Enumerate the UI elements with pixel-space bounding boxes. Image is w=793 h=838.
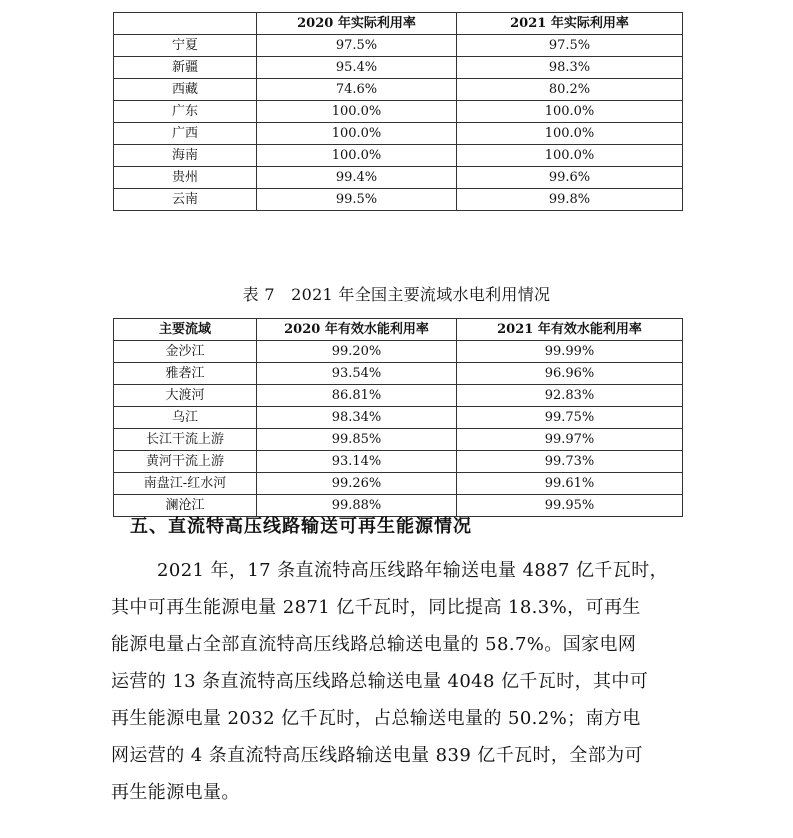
basin-cell: 南盘江-红水河 [114,473,257,495]
table-row [114,101,683,123]
value-cell: 99.85% [257,429,457,451]
paragraph-line: 再生能源电量 2032 亿千瓦时，占总输送电量的 50.2%；南方电 [111,708,641,729]
paragraph-line: 能源电量占全部直流特高压线路总输送电量的 58.7%。国家电网 [111,634,637,655]
value-cell: 99.8% [457,189,683,211]
table-row [114,145,683,167]
paragraph-line: 其中可再生能源电量 2871 亿千瓦时，同比提高 18.3%，可再生 [111,597,641,618]
basin-cell: 长江干流上游 [114,429,257,451]
header-cell: 2020 年实际利用率 [257,13,457,35]
value-cell: 100.0% [457,145,683,167]
value-cell: 99.99% [457,341,683,363]
table-row [114,385,683,407]
value-cell: 99.88% [257,495,457,517]
region-cell: 广东 [114,101,257,123]
value-cell: 100.0% [457,123,683,145]
table-row [114,57,683,79]
value-cell: 93.14% [257,451,457,473]
value-cell: 92.83% [457,385,683,407]
region-cell: 海南 [114,145,257,167]
value-cell: 74.6% [257,79,457,101]
value-cell: 100.0% [257,145,457,167]
region-cell: 宁夏 [114,35,257,57]
value-cell: 100.0% [257,101,457,123]
basin-cell: 黄河干流上游 [114,451,257,473]
table-row [114,341,683,363]
table-row [114,473,683,495]
value-cell: 99.75% [457,407,683,429]
paragraph-line: 网运营的 4 条直流特高压线路输送电量 839 亿千瓦时，全部为可 [111,745,643,766]
table-row [114,167,683,189]
value-cell: 98.3% [457,57,683,79]
table-row [114,123,683,145]
value-cell: 99.61% [457,473,683,495]
table-header-row [114,319,683,341]
value-cell: 99.6% [457,167,683,189]
table-row [114,79,683,101]
value-cell: 98.34% [257,407,457,429]
header-cell: 主要流域 [114,319,257,341]
header-cell: 2020 年有效水能利用率 [257,319,457,341]
region-cell: 广西 [114,123,257,145]
value-cell: 100.0% [257,123,457,145]
value-cell: 93.54% [257,363,457,385]
header-cell [114,13,257,35]
region-cell: 云南 [114,189,257,211]
basin-cell: 金沙江 [114,341,257,363]
region-cell: 西藏 [114,79,257,101]
value-cell: 80.2% [457,79,683,101]
utilization-table-basins [113,318,683,517]
region-cell: 新疆 [114,57,257,79]
table-row [114,189,683,211]
basin-cell: 乌江 [114,407,257,429]
utilization-table-regions [113,12,683,211]
header-cell: 2021 年有效水能利用率 [457,319,683,341]
value-cell: 99.95% [457,495,683,517]
value-cell: 96.96% [457,363,683,385]
value-cell: 97.5% [457,35,683,57]
header-cell: 2021 年实际利用率 [457,13,683,35]
table-row [114,451,683,473]
value-cell: 97.5% [257,35,457,57]
basin-cell: 澜沧江 [114,495,257,517]
value-cell: 95.4% [257,57,457,79]
table-header-row [114,13,683,35]
basin-cell: 雅砻江 [114,363,257,385]
table-row [114,407,683,429]
value-cell: 99.97% [457,429,683,451]
basin-cell: 大渡河 [114,385,257,407]
table-row [114,35,683,57]
value-cell: 99.73% [457,451,683,473]
table-row [114,429,683,451]
paragraph-line: 再生能源电量。 [111,782,240,803]
table-row [114,363,683,385]
paragraph-line: 2021 年，17 条直流特高压线路年输送电量 4887 亿千瓦时， [157,560,669,581]
paragraph-line: 运营的 13 条直流特高压线路总输送电量 4048 亿千瓦时，其中可 [111,671,649,692]
value-cell: 99.26% [257,473,457,495]
value-cell: 99.5% [257,189,457,211]
value-cell: 99.4% [257,167,457,189]
region-cell: 贵州 [114,167,257,189]
value-cell: 100.0% [457,101,683,123]
value-cell: 86.81% [257,385,457,407]
value-cell: 99.20% [257,341,457,363]
section-paragraph [111,552,701,811]
table-caption: 表 7 2021 年全国主要流域水电利用情况 [242,285,551,304]
section-heading: 五、直流特高压线路输送可再生能源情况 [130,516,472,537]
